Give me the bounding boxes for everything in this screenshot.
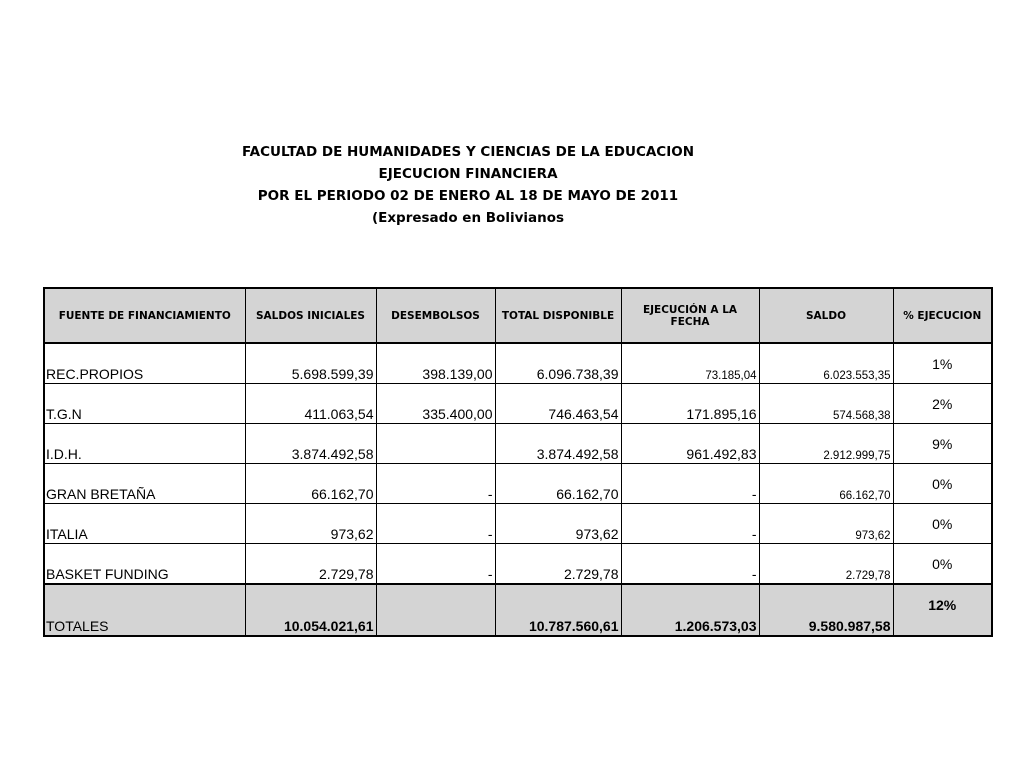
balance: 2.912.999,75 (759, 424, 893, 464)
total-available: 746.463,54 (495, 384, 621, 424)
initial-balance: 2.729,78 (245, 544, 376, 585)
funding-source: ITALIA (44, 504, 245, 544)
initial-balance: 66.162,70 (245, 464, 376, 504)
table-header-row (44, 288, 992, 343)
totals-row (44, 584, 992, 636)
column-header: FUENTE DE FINANCIAMIENTO (44, 288, 245, 343)
balance: 66.162,70 (759, 464, 893, 504)
totals-label: TOTALES (44, 584, 245, 636)
total-disbursements (376, 584, 495, 636)
execution-percent: 0% (893, 464, 992, 504)
column-header: % EJECUCION (893, 288, 992, 343)
funding-source: BASKET FUNDING (44, 544, 245, 585)
funding-source: GRAN BRETAÑA (44, 464, 245, 504)
initial-balance: 5.698.599,39 (245, 343, 376, 384)
execution-percent: 0% (893, 544, 992, 585)
total-available: 3.874.492,58 (495, 424, 621, 464)
table-row (44, 544, 992, 585)
financial-execution-table (43, 287, 993, 637)
table-row (44, 464, 992, 504)
disbursements: 398.139,00 (376, 343, 495, 384)
disbursements: 335.400,00 (376, 384, 495, 424)
funding-source: T.G.N (44, 384, 245, 424)
disbursements (376, 424, 495, 464)
table-row (44, 384, 992, 424)
execution-percent: 9% (893, 424, 992, 464)
initial-balance: 3.874.492,58 (245, 424, 376, 464)
report-header (218, 141, 718, 229)
currency-note: (Expresado en Bolivianos (371, 210, 565, 226)
total-available: 66.162,70 (495, 464, 621, 504)
execution-to-date: - (621, 504, 759, 544)
initial-balance: 973,62 (245, 504, 376, 544)
disbursements: - (376, 504, 495, 544)
institution-title: FACULTAD DE HUMANIDADES Y CIENCIAS DE LA EDUCACION (241, 144, 695, 160)
report-period: POR EL PERIODO 02 DE ENERO AL 18 DE MAYO DE 2011 (257, 188, 679, 204)
table-row (44, 504, 992, 544)
execution-percent: 0% (893, 504, 992, 544)
initial-balance: 411.063,54 (245, 384, 376, 424)
disbursements: - (376, 464, 495, 504)
table-row (44, 343, 992, 384)
total-execution: 1.206.573,03 (621, 584, 759, 636)
total-available: 6.096.738,39 (495, 343, 621, 384)
column-header: EJECUCIÓN A LA FECHA (621, 288, 759, 343)
column-header: DESEMBOLSOS (376, 288, 495, 343)
total-available: 2.729,78 (495, 544, 621, 585)
total-balance: 9.580.987,58 (759, 584, 893, 636)
total-initial-balance: 10.054.021,61 (245, 584, 376, 636)
execution-percent: 2% (893, 384, 992, 424)
execution-to-date: 73.185,04 (621, 343, 759, 384)
balance: 973,62 (759, 504, 893, 544)
execution-to-date: 171.895,16 (621, 384, 759, 424)
column-header: SALDO (759, 288, 893, 343)
table-row (44, 424, 992, 464)
total-execution-percent: 12% (893, 584, 992, 636)
funding-source: REC.PROPIOS (44, 343, 245, 384)
execution-percent: 1% (893, 343, 992, 384)
total-total-available: 10.787.560,61 (495, 584, 621, 636)
funding-source: I.D.H. (44, 424, 245, 464)
balance: 574.568,38 (759, 384, 893, 424)
balance: 2.729,78 (759, 544, 893, 585)
balance: 6.023.553,35 (759, 343, 893, 384)
execution-to-date: - (621, 464, 759, 504)
column-header: SALDOS INICIALES (245, 288, 376, 343)
column-header: TOTAL DISPONIBLE (495, 288, 621, 343)
total-available: 973,62 (495, 504, 621, 544)
execution-to-date: - (621, 544, 759, 585)
disbursements: - (376, 544, 495, 585)
report-title: EJECUCION FINANCIERA (378, 166, 558, 182)
execution-to-date: 961.492,83 (621, 424, 759, 464)
